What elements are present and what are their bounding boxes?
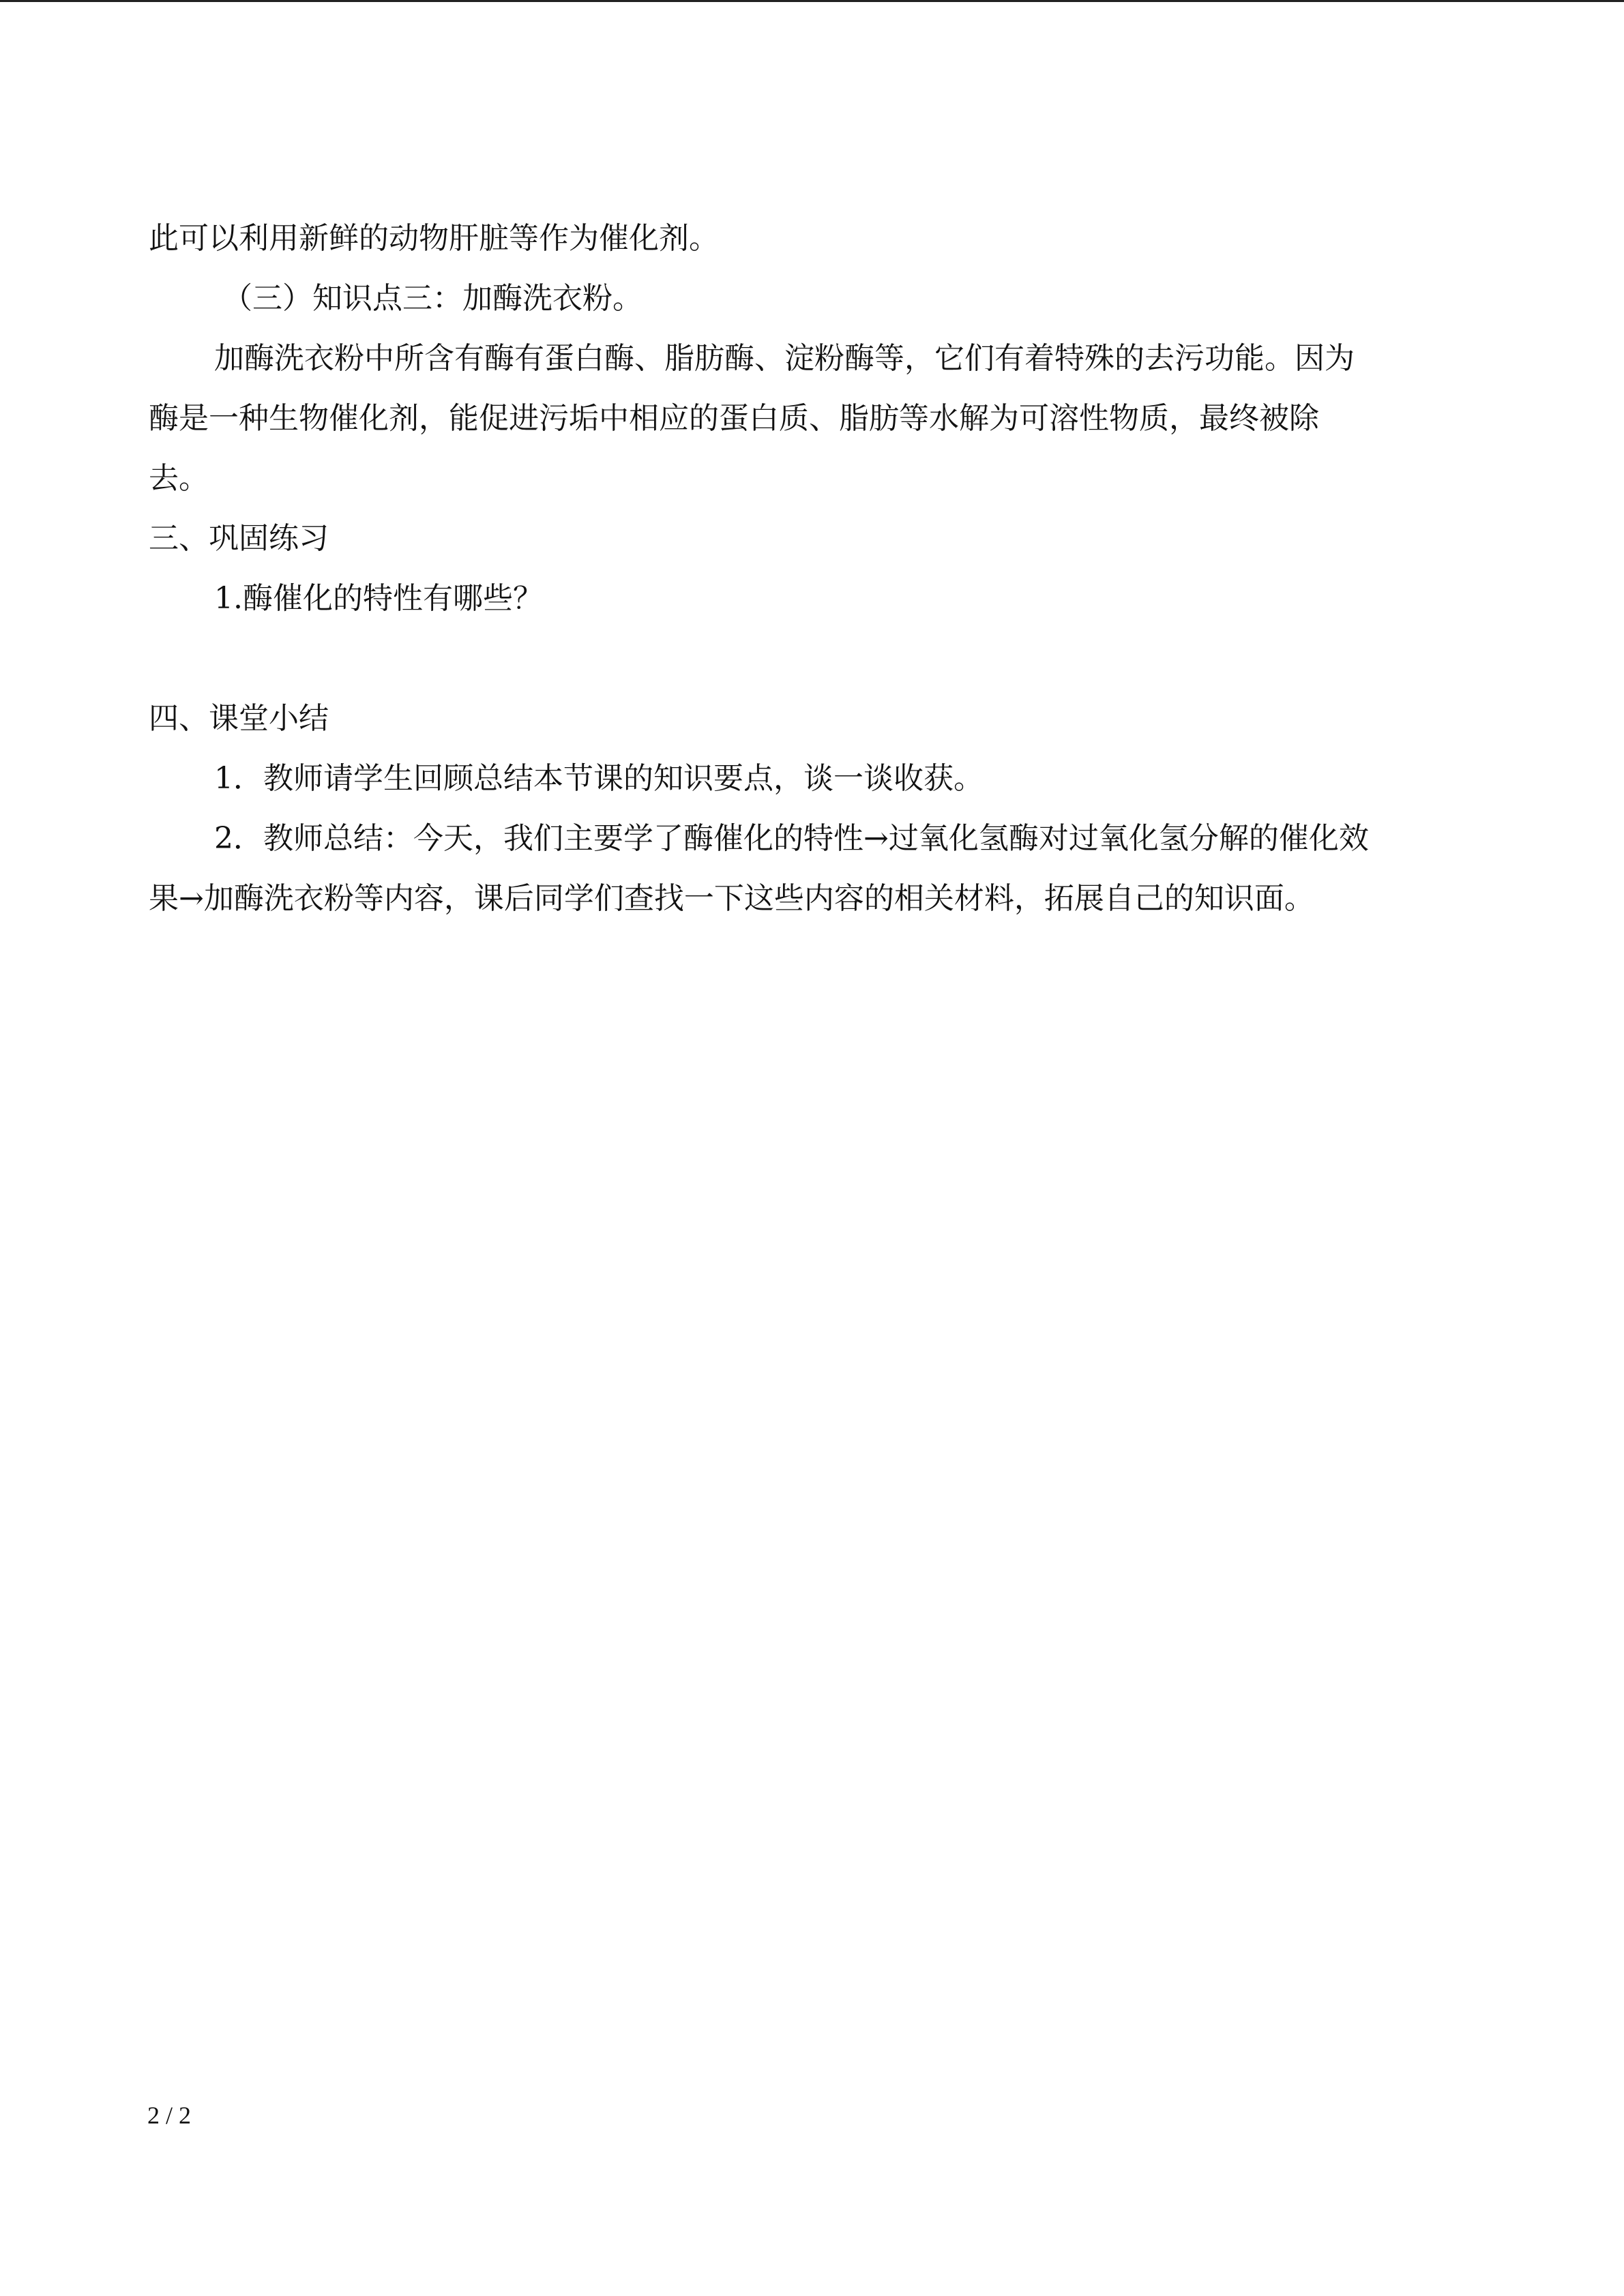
section-heading-summary: 四、课堂小结 — [149, 701, 329, 736]
document-body — [149, 209, 1475, 929]
summary-item-continuation: 果→加酶洗衣粉等内容，课后同学们查找一下这些内容的相关材料，拓展自己的知识面。 — [149, 881, 1314, 916]
blank-gap — [149, 629, 1475, 689]
page-number: 2 / 2 — [147, 2102, 192, 2129]
knowledge-point-heading: （三）知识点三：加酶洗衣粉。 — [222, 281, 643, 316]
summary-item: 1．教师请学生回顾总结本节课的知识要点，谈一谈收获。 — [214, 761, 984, 796]
paragraph-line: 加酶洗衣粉中所含有酶有蛋白酶、脂肪酶、淀粉酶等，它们有着特殊的去污功能。因为 — [214, 341, 1355, 376]
summary-item: 2．教师总结：今天，我们主要学了酶催化的特性→过氧化氢酶对过氧化氢分解的催化效 — [214, 821, 1369, 856]
section-heading-practice: 三、巩固练习 — [149, 521, 329, 556]
paragraph-line: 去。 — [149, 461, 209, 496]
top-border-line — [0, 0, 1624, 2]
practice-question: 1.酶催化的特性有哪些？ — [214, 581, 543, 616]
paragraph-line: 酶是一种生物催化剂，能促进污垢中相应的蛋白质、脂肪等水解为可溶性物质，最终被除 — [149, 401, 1319, 436]
paragraph-continuation: 此可以利用新鲜的动物肝脏等作为催化剂。 — [149, 221, 719, 256]
